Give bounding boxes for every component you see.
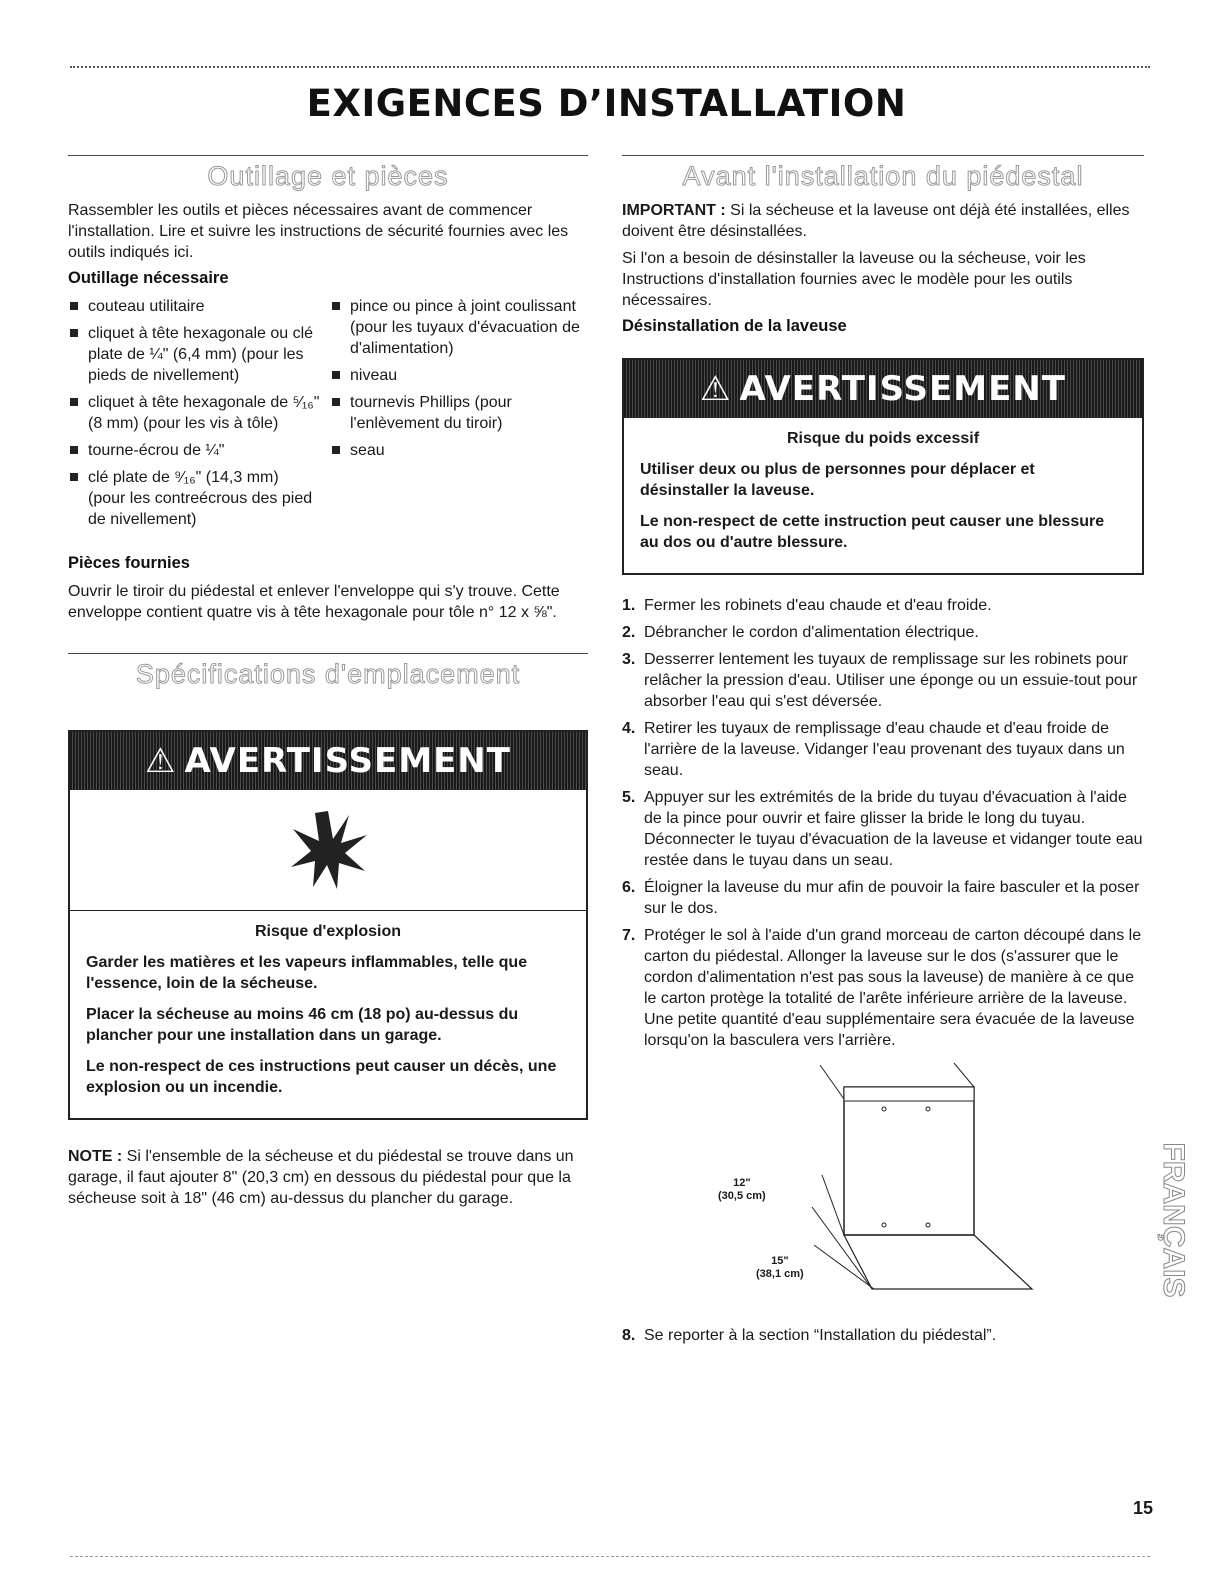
list-item: cliquet à tête hexagonale ou clé plate de ¼" (6,4 mm) (pour les pieds de nivellement) (68, 323, 320, 386)
side-tab-text: FRANÇAIS (1157, 1142, 1190, 1298)
warning-triangle-icon: ⚠ (145, 741, 177, 781)
list-item: seau (330, 440, 582, 461)
right-column (622, 155, 1144, 1352)
step-item (622, 925, 1144, 1051)
important-text: Si la sécheuse et la laveuse ont déjà été installées, elles doivent être désinstallées. (622, 202, 1130, 240)
step-text: Retirer les tuyaux de remplissage d'eau chaude et d'eau froide de l'arrière de la laveuse. Vidanger l'eau provenant des tuyaux dans un seau. (644, 720, 1125, 779)
warning-line: Garder les matières et les vapeurs inflammables, telle que l'essence, loin de la sécheuse. (86, 954, 528, 992)
step-item (622, 622, 1144, 643)
parts-heading: Pièces fournies (68, 554, 190, 572)
step-number: 5. (622, 789, 636, 806)
list-item: tournevis Phillips (pour l'enlèvement du tiroir) (330, 392, 582, 434)
step-text: Se reporter à la section “Installation du piédestal”. (644, 1327, 997, 1344)
before-section-title: Avant l'installation du piédestal (682, 161, 1084, 191)
tools-list (68, 296, 588, 536)
step-text: Desserrer lentement les tuyaux de remplissage sur les robinets pour relâcher la pression d'eau. Utiliser une éponge ou un essuie-tout pour absorber l'eau qui s'est déversée. (644, 651, 1138, 710)
bottom-rule (70, 1556, 1150, 1557)
dim-metric: (38,1 cm) (756, 1268, 804, 1280)
dim-value: 15" (771, 1255, 789, 1267)
section-rule (622, 155, 1144, 156)
step-text: Protéger le sol à l'aide d'un grand morceau de carton découpé dans le carton du piédestal. Allonger la laveuse sur le dos (s'assurer que le cordon d'alimentation n'est pas sous la laveuse) de manière à ce que le carton protège la totalité de l'arête inférieure arrière de la laveuse. Une petite quantité d'eau supplémentaire sera évacuée de la laveuse lorsqu'on la basculera vers l'arrière. (644, 927, 1142, 1049)
important-paragraph (622, 200, 1144, 242)
left-column (68, 155, 588, 1215)
uninstall-info: Si l'on a besoin de désinstaller la laveuse ou la sécheuse, voir les Instructions d'installation fournies avec le modèle pour les outils nécessaires. (622, 250, 1086, 309)
step-text: Éloigner la laveuse du mur afin de pouvoir la faire basculer et la poser sur le dos. (644, 879, 1140, 917)
list-item: pince ou pince à joint coulissant (pour les tuyaux d'évacuation de d'alimentation) (330, 296, 582, 359)
language-side-tab (1144, 1095, 1190, 1345)
step-number: 1. (622, 597, 636, 614)
step-number: 7. (622, 927, 636, 944)
weight-warning-box (622, 358, 1144, 575)
dim-value: 12" (733, 1177, 751, 1189)
list-item: cliquet à tête hexagonale de ⁵⁄₁₆" (8 mm) (pour les vis à tôle) (68, 392, 320, 434)
location-section-title: Spécifications d'emplacement (135, 659, 521, 689)
list-item: niveau (330, 365, 582, 386)
step-text: Débrancher le cordon d'alimentation électrique. (644, 624, 979, 641)
note-text: Si l'ensemble de la sécheuse et du piédestal se trouve dans un garage, il faut ajouter 8" (20,3 cm) en dessous du piédestal pour que la sécheuse soit à 18" (46 cm) au-dessus du plancher du garage. (68, 1148, 574, 1207)
list-item: clé plate de ⁹⁄₁₆" (14,3 mm) (pour les contreécrous des pied de nivellement) (68, 467, 320, 530)
warning-banner-label: AVERTISSEMENT (184, 741, 511, 781)
tools-intro: Rassembler les outils et pièces nécessaires avant de commencer l'installation. Lire et suivre les instructions de sécurité fournies avec les outils indiqués ici. (68, 202, 569, 261)
tools-col-2 (330, 296, 582, 536)
step-number: 2. (622, 624, 636, 641)
hazard-title: Risque du poids excessif (786, 430, 980, 447)
warning-line: Le non-respect de cette instruction peut causer une blessure au dos ou d'autre blessure. (640, 513, 1105, 551)
page-number: 15 (1132, 1498, 1153, 1518)
step-number: 3. (622, 651, 636, 668)
warning-triangle-icon: ⚠ (700, 369, 732, 409)
step-item (622, 649, 1144, 712)
dimension-label-12in (718, 1177, 766, 1203)
warning-body (624, 418, 1142, 573)
washer-removal-heading: Désinstallation de la laveuse (622, 317, 847, 335)
section-rule (68, 155, 588, 156)
warning-line: Le non-respect de ces instructions peut causer un décès, une explosion ou un incendie. (86, 1058, 557, 1096)
parts-text: Ouvrir le tiroir du piédestal et enlever l'enveloppe qui s'y trouve. Cette enveloppe contient quatre vis à tête hexagonale pour tôle n° 12 x ⅝". (68, 583, 560, 621)
note-paragraph (68, 1146, 588, 1209)
step-item (622, 718, 1144, 781)
explosion-icon (70, 790, 586, 911)
explosion-warning-box (68, 730, 588, 1120)
warning-line: Utiliser deux ou plus de personnes pour déplacer et désinstaller la laveuse. (640, 461, 1035, 499)
step-number: 4. (622, 720, 636, 737)
steps-list-continued (622, 1325, 1144, 1346)
warning-banner-label: AVERTISSEMENT (739, 369, 1066, 409)
warning-body (70, 911, 586, 1118)
list-item: tourne-écrou de ¼" (68, 440, 320, 461)
washer-diagram-illustration (622, 1057, 1144, 1317)
list-item: couteau utilitaire (68, 296, 320, 317)
step-item (622, 595, 1144, 616)
step-item (622, 877, 1144, 919)
page-title: EXIGENCES D’INSTALLATION (306, 82, 907, 125)
step-text: Fermer les robinets d'eau chaude et d'eau froide. (644, 597, 992, 614)
dim-metric: (30,5 cm) (718, 1190, 766, 1202)
note-label: NOTE : (68, 1148, 123, 1165)
dimension-label-15in (756, 1255, 804, 1281)
section-rule (68, 653, 588, 654)
steps-list (622, 595, 1144, 1051)
tools-section-title: Outillage et pièces (207, 161, 449, 191)
warning-banner (70, 732, 586, 790)
required-tools-heading: Outillage nécessaire (68, 269, 229, 287)
important-label: IMPORTANT : (622, 202, 726, 219)
step-text: Appuyer sur les extrémités de la bride du tuyau d'évacuation à l'aide de la pince pour ouvrir et faire glisser la bride le long du tuyau. Déconnecter le tuyau d'évacuation de la laveuse et vidanger toute eau restée dans le tuyau dans un seau. (644, 789, 1143, 869)
warning-banner (624, 360, 1142, 418)
washer-on-back-diagram (622, 1057, 1144, 1317)
step-number: 8. (622, 1327, 636, 1344)
tools-col-1 (68, 296, 320, 536)
step-item (622, 1325, 1144, 1346)
step-number: 6. (622, 879, 636, 896)
warning-line: Placer la sécheuse au moins 46 cm (18 po) au-dessus du plancher pour une installation dans un garage. (86, 1006, 519, 1044)
hazard-title: Risque d'explosion (254, 923, 402, 940)
step-item (622, 787, 1144, 871)
top-dotted-rule (70, 66, 1150, 68)
